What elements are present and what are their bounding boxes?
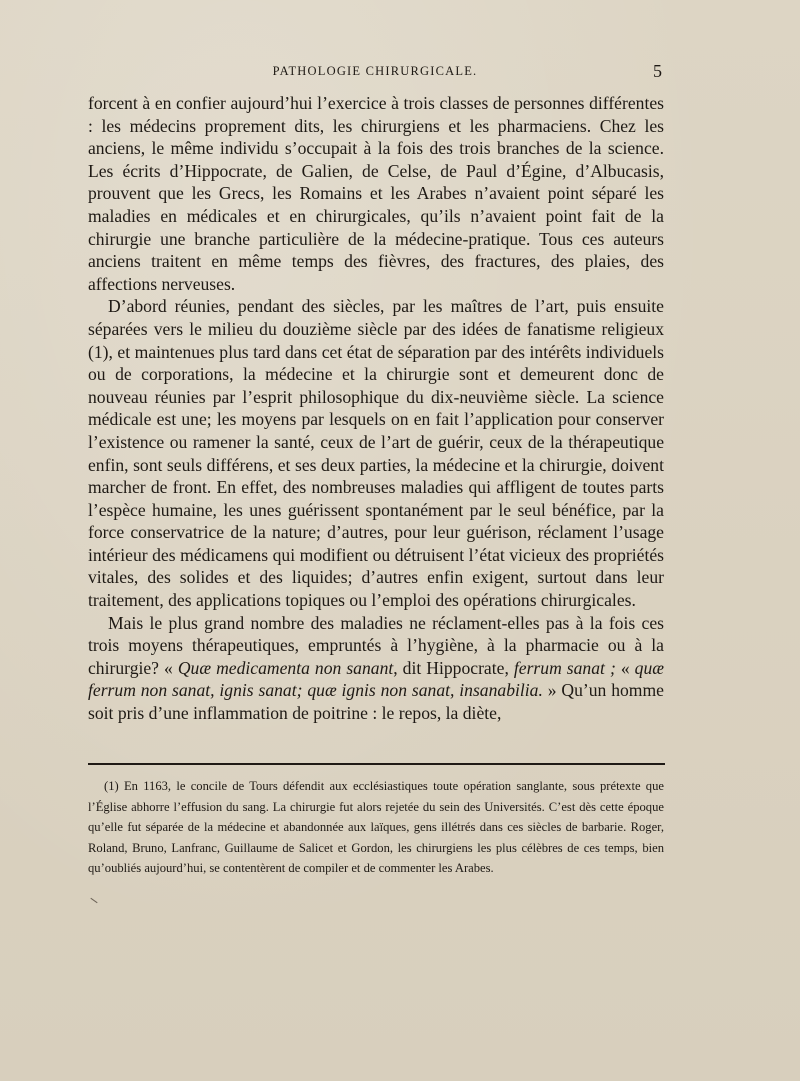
paragraph-3	[88, 612, 664, 725]
main-text	[88, 92, 664, 725]
footnotes	[88, 776, 664, 879]
paragraph-1: forcent à en confier aujourd’hui l’exercice à trois classes de personnes différentes : les médecins proprement dits, les chirurgiens et les pharmaciens. Chez les anciens, le même individu s’occupait à la fois des trois branches de la science. Les écrits d’Hippocrate, de Galien, de Celse, de Paul d’Égine, d’Albucasis, prouvent que les Grecs, les Romains et les Arabes n’avaient point séparé les maladies en médicales et en chirurgicales, qu’ils n’avaient point fait de la chirurgie une branche particulière de la médecine-pratique. Tous ces auteurs anciens traitent en même temps des fièvres, des fractures, des plaies, des affections nerveuses.	[88, 93, 664, 294]
footnote-rule	[88, 763, 665, 765]
paragraph-3-text-3: «	[615, 657, 635, 678]
running-head: PATHOLOGIE CHIRURGICALE.	[272, 64, 478, 78]
paragraph-3-text-4: » Qu’un homme soit pris d’une inflammation de poitrine : le repos, la diète,	[88, 680, 664, 724]
page-header	[88, 61, 662, 86]
page-number: 5	[653, 61, 662, 81]
latin-quote-3: quæ ferrum non sanat, ignis sanat; quæ ignis non sanat, insanabilia.	[88, 657, 664, 701]
paragraph-3-text-2: , dit Hippocrate,	[393, 657, 514, 678]
footnote-1: (1) En 1163, le concile de Tours défendit aux ecclésiastiques toute opération sanglante, sous prétexte que l’Église abhorre l’effusion du sang. La chirurgie fut alors rejetée du sein des Universités. C’est dès cette époque qu’elle fut séparée de la médecine et abandonnée aux laïques, gens illétrés dans ces siècles de barbarie. Roger, Roland, Bruno, Lanfranc, Guillaume de Salicet et Gordon, les chirurgiens les plus célèbres de ces temps, bien qu’oubliés aujourd’hui, se contentèrent de compiler et de commenter les Arabes.	[88, 779, 664, 876]
latin-quote-1: Quæ medicamenta non sanant	[177, 657, 394, 678]
paragraph-2: D’abord réunies, pendant des siècles, par les maîtres de l’art, puis ensuite séparées vers le milieu du douzième siècle par des idées de fanatisme religieux (1), et maintenues plus tard dans cet état de séparation par des intérêts individuels ou de corporations, la médecine et la chirurgie sont et demeurent donc de nouveau réunies par l’esprit philosophique du dix-neuvième siècle. La science médicale est une; les moyens par lesquels on en fait l’application pour conserver l’existence ou ramener la santé, ceux de l’art de guérir, ceux de la thérapeutique enfin, sont seuls différens, et ses deux parties, la médecine et la chirurgie, doivent marcher de front. En effet, des nombreuses maladies qui affligent de toutes parts l’espèce humaine, les unes guérissent spontanément par le seul bénéfice, par la force conservatrice de la nature; d’autres, pour leur guérison, réclament l’usage intérieur des médicamens qui modifient ou détruisent l’état vicieux des propriétés vitales, des solides et des liquides; d’autres enfin exigent, surtout dans leur traitement, des applications topiques ou l’emploi des opérations chirurgicales.	[88, 296, 664, 611]
ink-mark	[90, 898, 97, 903]
latin-quote-2: ferrum sanat ;	[513, 657, 616, 678]
paragraph-3-text-1: Mais le plus grand nombre des maladies ne réclament-elles pas à la fois ces trois moyens thérapeutiques, empruntés à l’hygiène, à la pharmacie ou à la chirurgie? «	[88, 612, 664, 678]
